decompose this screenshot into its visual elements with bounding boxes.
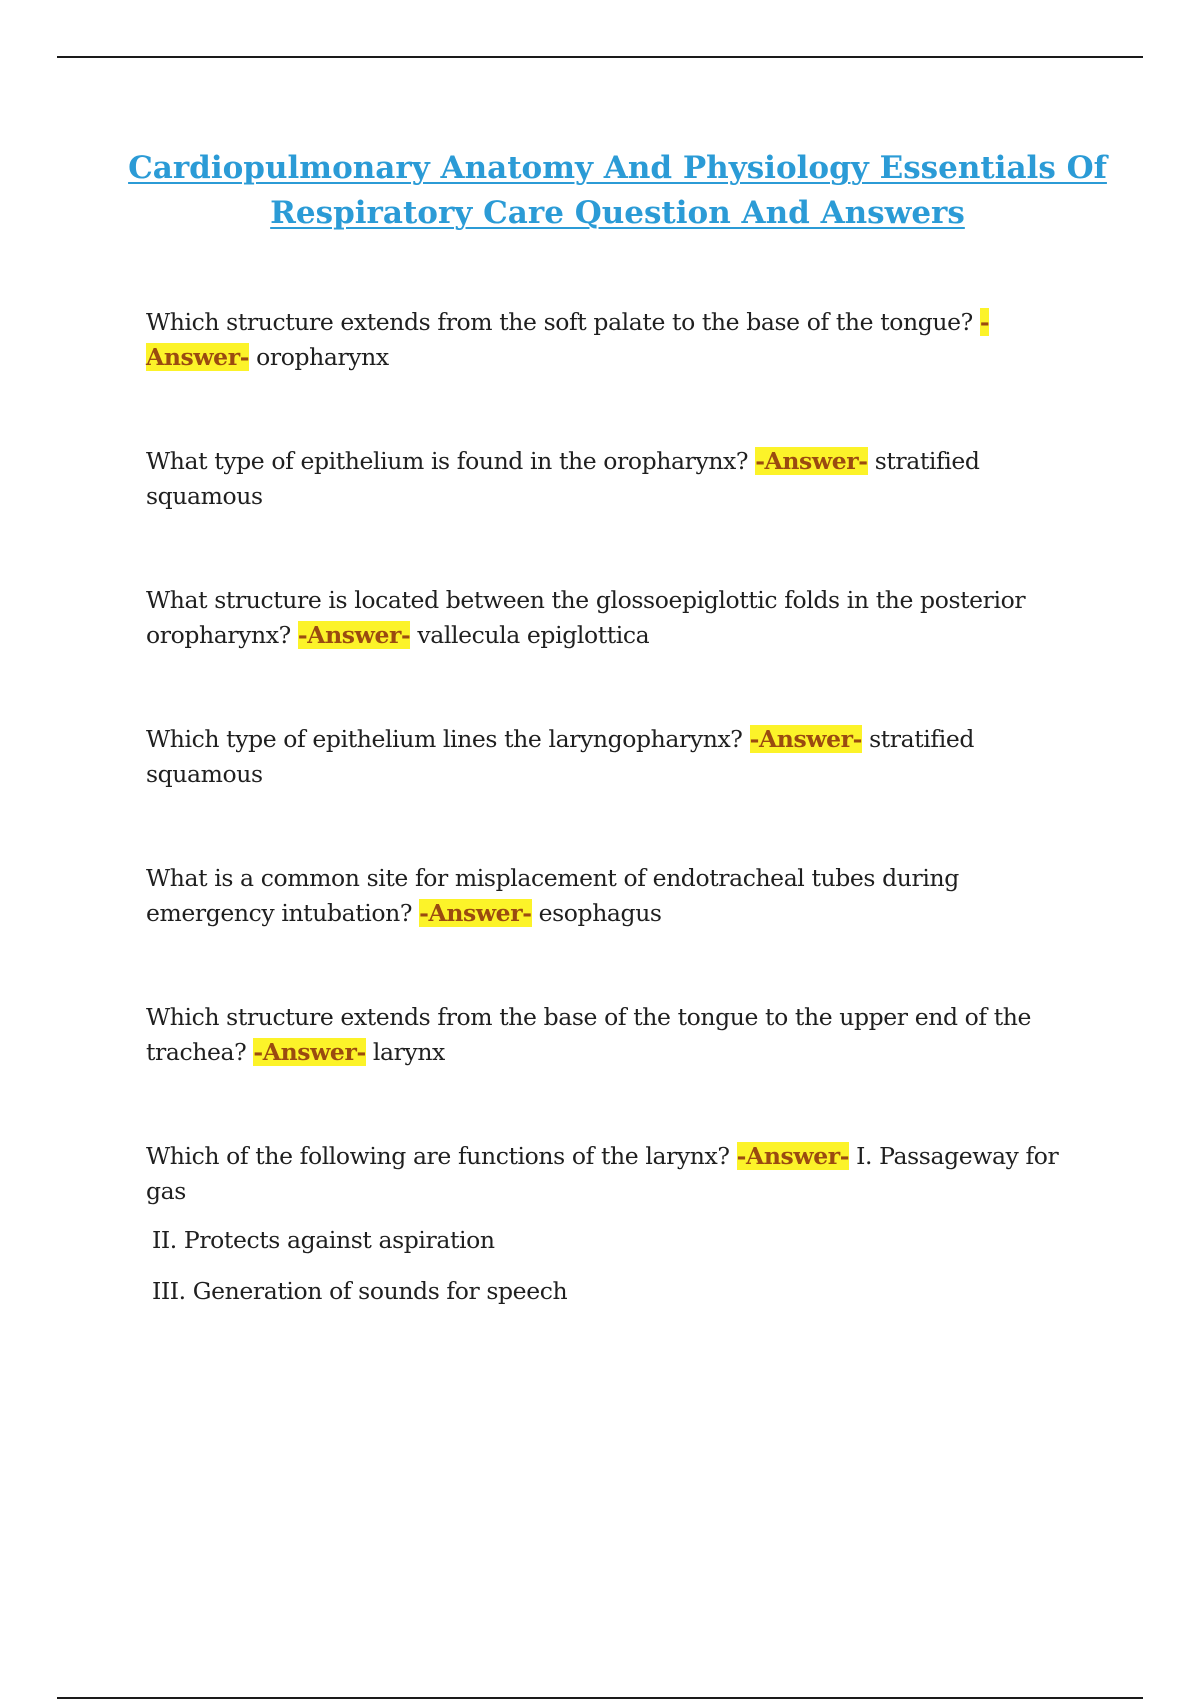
question-text: Which type of epithelium lines the laryngopharynx? — [146, 725, 743, 753]
qa-item-4 — [146, 722, 1076, 861]
qa-item-5 — [146, 861, 1076, 1000]
answer-sub-line-3: III. Generation of sounds for speech — [152, 1277, 568, 1305]
footer-rule — [57, 1697, 1143, 1699]
qa-item-1 — [146, 305, 1076, 444]
answer-sub-line-2: II. Protects against aspiration — [152, 1226, 495, 1254]
answer-tag: -Answer- — [749, 725, 863, 753]
answer-text: vallecula epiglottica — [417, 621, 650, 649]
answer-tag: -Answer- — [736, 1142, 850, 1170]
qa-item-7 — [146, 1139, 1076, 1209]
answer-text: stratified squamous — [146, 725, 974, 788]
answer-tag: -Answer- — [297, 621, 411, 649]
answer-tag: -Answer- — [755, 447, 868, 475]
answer-text: larynx — [372, 1038, 445, 1066]
question-text: Which structure extends from the base of the tongue to the upper end of the trachea? — [146, 1003, 1032, 1066]
answer-text: I. Passageway for gas — [146, 1142, 1059, 1205]
answer-tag: -Answer- — [146, 308, 990, 371]
answer-tag: -Answer- — [253, 1038, 366, 1066]
question-text: What is a common site for misplacement of endotracheal tubes during emergency intubation? — [146, 864, 959, 927]
question-text: What type of epithelium is found in the oropharynx? — [146, 447, 749, 475]
qa-item-6 — [146, 1000, 1076, 1139]
qa-item-2 — [146, 444, 1076, 583]
qa-item-3 — [146, 583, 1076, 722]
header-rule — [57, 56, 1143, 58]
answer-tag: -Answer- — [419, 899, 532, 927]
answer-text: oropharynx — [256, 343, 389, 371]
question-text: What structure is located between the glossoepiglottic folds in the posterior oropharynx? — [146, 586, 1026, 649]
qa-list — [146, 305, 1076, 1309]
answer-text: stratified squamous — [146, 447, 980, 510]
document-title: Cardiopulmonary Anatomy And Physiology Essentials Of Respiratory Care Question And Answers — [128, 150, 1107, 231]
question-text: Which of the following are functions of the larynx? — [146, 1142, 730, 1170]
answer-text: esophagus — [538, 899, 662, 927]
question-text: Which structure extends from the soft palate to the base of the tongue? — [146, 308, 973, 336]
